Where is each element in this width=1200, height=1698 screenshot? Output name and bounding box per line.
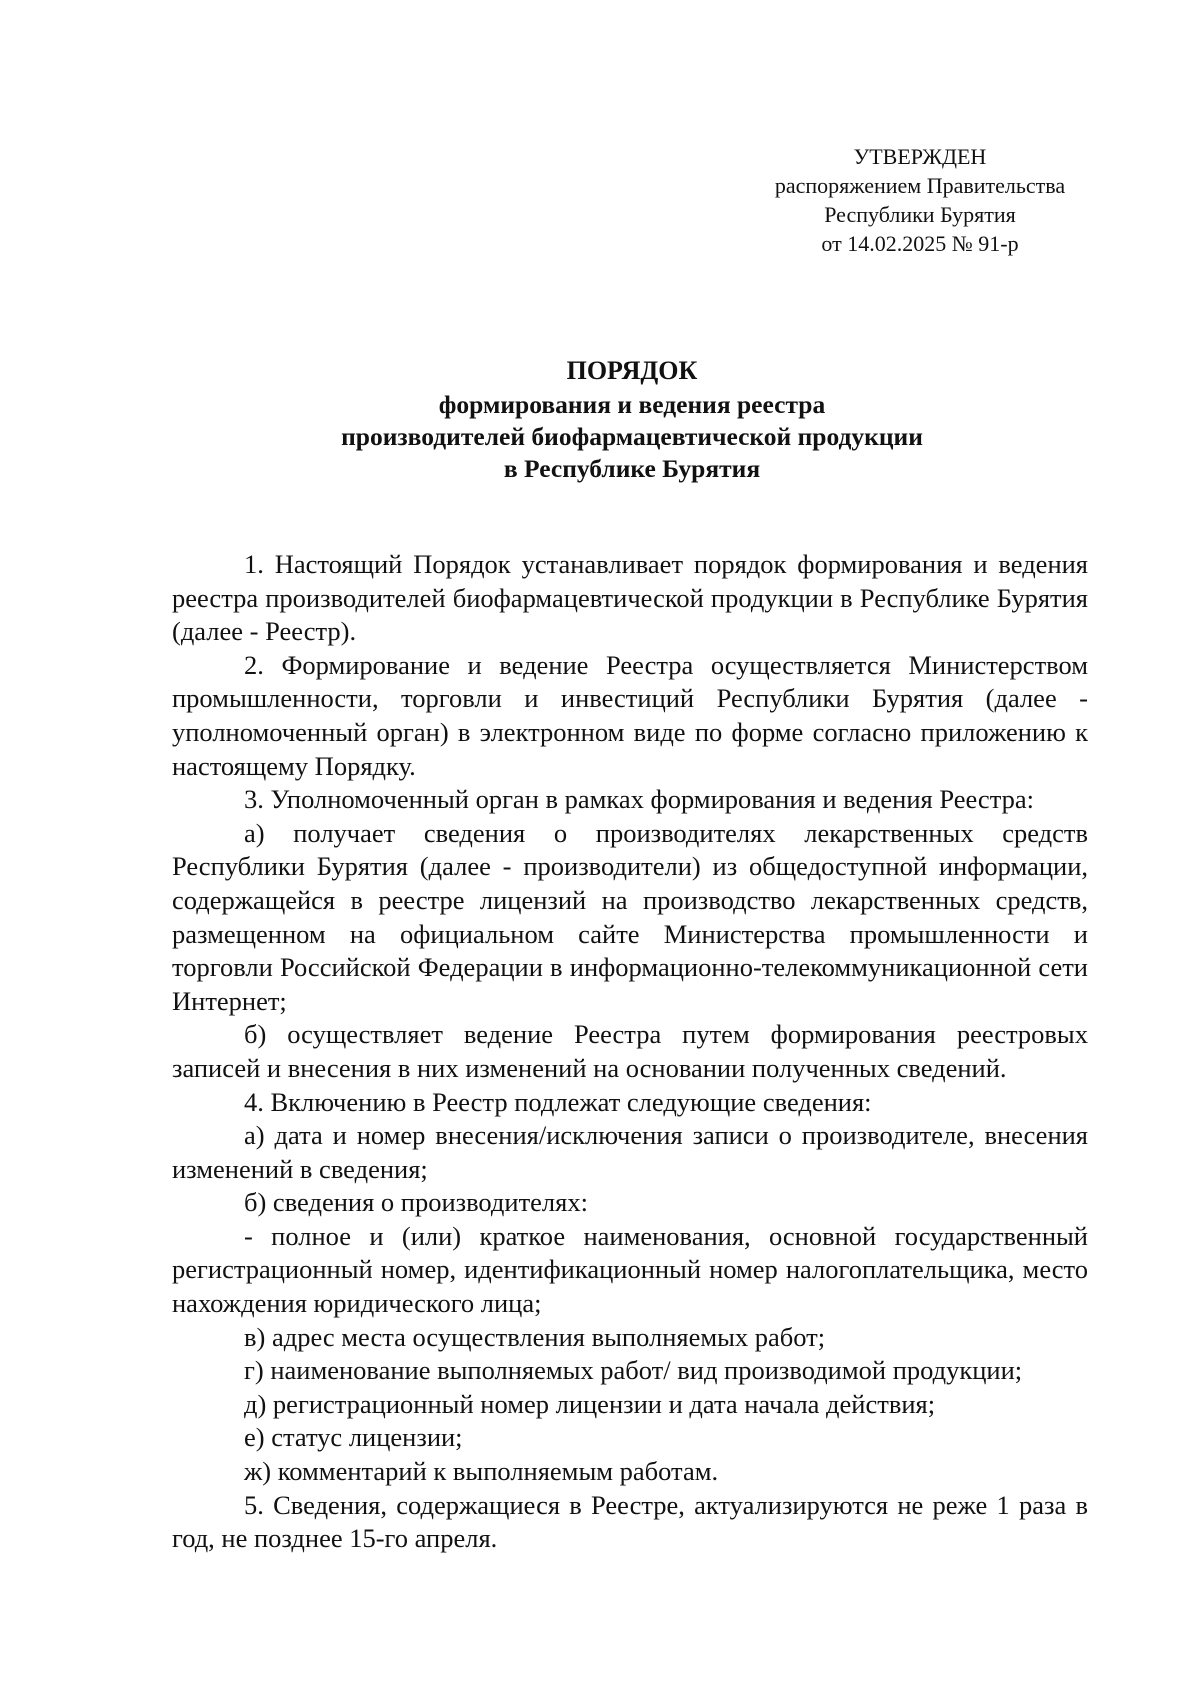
approval-line-order: распоряжением Правительства bbox=[774, 173, 1066, 198]
paragraph-4e: е) статус лицензии; bbox=[244, 1422, 463, 1453]
paragraph-3b: б) осуществляет ведение Реестра путем формирования реестровых записей и внесения в них изменений на основании полученных сведений. bbox=[172, 1019, 1088, 1083]
paragraph-3: 3. Уполномоченный орган в рамках формирования и ведения Реестра: bbox=[244, 784, 1034, 815]
paragraph-3a: а) получает сведения о производителях лекарственных средств Республики Бурятия (далее - производители) из общедоступной информации, содержащейся в реестре лицензий на производство лекарственных средств, размещенном на официальном сайте Министерства промышленности и торговли Российской Федерации в информационно-телекоммуникационной сети Интернет; bbox=[172, 817, 1088, 1016]
paragraph-2: 2. Формирование и ведение Реестра осуществляется Министерством промышленности, торговли и инвестиций Республики Бурятия (далее - уполномоченный орган) в электронном виде по форме согласно приложению к настоящему Порядку. bbox=[172, 649, 1088, 781]
document-title bbox=[172, 355, 1092, 485]
paragraph-1: 1. Настоящий Порядок устанавливает порядок формирования и ведения реестра производителей биофармацевтической продукции в Республике Бурятия (далее - Реестр). bbox=[172, 549, 1088, 647]
title-subtitle-line-3: в Республике Бурятия bbox=[503, 454, 761, 483]
approval-stamp bbox=[740, 142, 1100, 258]
paragraph-4: 4. Включению в Реестр подлежат следующие сведения: bbox=[244, 1086, 872, 1117]
approval-line-date-number: от 14.02.2025 № 91-р bbox=[821, 231, 1019, 256]
paragraph-4v: в) адрес места осуществления выполняемых работ; bbox=[244, 1321, 826, 1352]
paragraph-4b-item: - полное и (или) краткое наименования, основной государственный регистрационный номер, идентификационный номер налогоплательщика, место нахождения юридического лица; bbox=[172, 1220, 1088, 1319]
paragraph-4a: а) дата и номер внесения/исключения записи о производителе, внесения изменений в сведения; bbox=[172, 1120, 1088, 1184]
document-body bbox=[172, 548, 1088, 1556]
approval-line-approved: УТВЕРЖДЕН bbox=[853, 144, 987, 169]
title-subtitle-line-1: формирования и ведения реестра bbox=[438, 390, 826, 419]
paragraph-4d: д) регистрационный номер лицензии и дата начала действия; bbox=[244, 1388, 936, 1419]
paragraph-4zh: ж) комментарий к выполняемым работам. bbox=[244, 1456, 719, 1487]
title-subtitle-line-2: производителей биофармацевтической продукции bbox=[341, 422, 923, 451]
paragraph-4g: г) наименование выполняемых работ/ вид производимой продукции; bbox=[244, 1355, 1023, 1386]
approval-line-republic: Республики Бурятия bbox=[824, 202, 1016, 227]
paragraph-5: 5. Сведения, содержащиеся в Реестре, актуализируются не реже 1 раза в год, не позднее 15-го апреля. bbox=[172, 1489, 1088, 1554]
paragraph-4b: б) сведения о производителях: bbox=[244, 1187, 588, 1218]
title-main: ПОРЯДОК bbox=[566, 356, 698, 385]
